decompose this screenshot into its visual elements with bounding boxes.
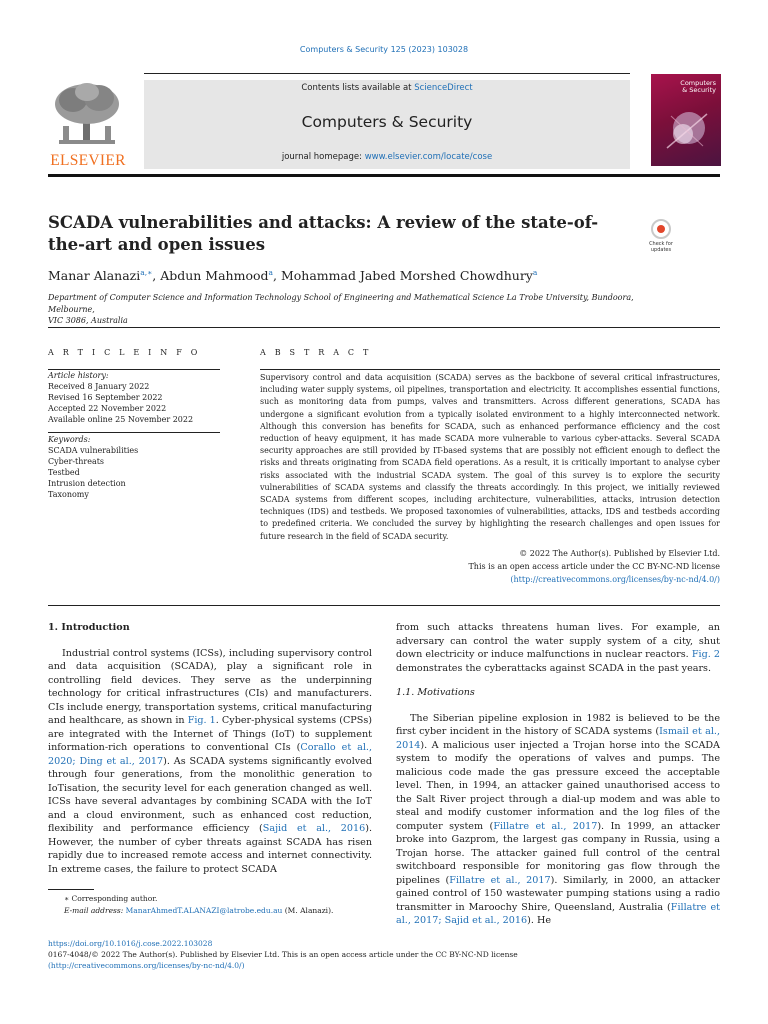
badge-line1: Check for (649, 241, 673, 247)
journal-cover-thumbnail[interactable] (651, 74, 721, 166)
article-info-heading: A R T I C L E I N F O (48, 348, 201, 357)
bottom-license-link[interactable]: (http://creativecommons.org/licenses/by-nc-nd/4.0/) (48, 961, 245, 970)
badge-line2: updates (650, 247, 672, 253)
keyword-item: Taxonomy (48, 490, 89, 500)
keyword-item: Cyber-threats (48, 457, 105, 467)
figure-link[interactable]: Fig. 1 (187, 715, 216, 726)
elsevier-wordmark: ELSEVIER (50, 152, 126, 169)
text-run: ). However, the number of cyber threats against SCADA has risen rapidly due to increased remote access and internet connectivity. In extreme cases, the failure to protect SCADA (48, 823, 372, 875)
motivations-paragraph (396, 712, 720, 928)
cover-art-icon (663, 104, 711, 154)
homepage-line (144, 152, 630, 162)
text-run: The Siberian pipeline explosion in 1982 is believed to be the first cyber incident in the history of SCADA systems ( (396, 712, 720, 737)
keyword-item: Testbed (48, 468, 80, 478)
keywords-label: Keywords: (48, 435, 91, 444)
abstract-heading: A B S T R A C T (260, 348, 372, 357)
license-link[interactable]: (http://creativecommons.org/licenses/by-nc-nd/4.0/) (510, 575, 720, 584)
text-run: ). In 1999, an attacker broke into Gazprom, the largest gas company in Russia, using a Trojan horse. The attacker gained full control of the central switchboard responsible for monitoring gas flow through the pipelines ( (396, 820, 720, 886)
sciencedirect-link[interactable]: ScienceDirect (414, 83, 473, 93)
contents-prefix: Contents lists available at (301, 83, 415, 93)
keyword-item: Intrusion detection (48, 479, 126, 489)
footnote-rule (48, 889, 94, 890)
homepage-prefix: journal homepage: (281, 152, 365, 162)
article-history-label: Article history: (48, 371, 109, 380)
cover-title-line2: & Security (682, 86, 716, 95)
email-note (64, 905, 364, 916)
body-right-column (396, 621, 720, 928)
body-divider (48, 605, 720, 606)
journal-title: Computers & Security (301, 113, 473, 131)
subsection-heading-motivations: 1.1. Motivations (396, 687, 475, 698)
intro-paragraph (48, 647, 372, 877)
citation-link[interactable]: Sajid et al., 2016 (262, 823, 366, 834)
elsevier-logo[interactable] (47, 80, 129, 170)
citation-link[interactable]: Corallo et al., 2020; Ding et al., 2017 (48, 742, 372, 767)
corresponding-label: Corresponding author. (71, 894, 158, 903)
citation-link[interactable]: Fillatre et al., 2017 (449, 874, 551, 886)
abstract-text: Supervisory control and data acquisition (SCADA) serves as the backbone of several critical infrastructures, including water supply systems, oil pipelines, transportation and electricity. It accomplishes essential functions, such as monitoring data from pumps, valves and transmitters. Across different generations, SCADA has undergone a significant evolution from a typically isolated environment to a highly interconnected network. Although this conversion has benefits for SCADA, such as enhanced performance efficiency and the cost reduction of heavy equipment, it has made SCADA more vulnerable to various cyber-attacks. Several SCADA security approaches are still provided by IT-based systems that are possibly not efficient enough to deflect the risks and threats originating from SCADA field operations. As a result, it is critically important to analyse cyber risks associated with the industrial SCADA system. The goal of this survey is to explore the security vulnerabilities of SCADA systems and classify the threats accordingly. In this project, we initially reviewed SCADA systems from different scopes, including architecture, vulnerabilities, attacks, intrusion detection techniques (IDS) and testbeds. We proposed taxonomies of vulnerabilities, attacks, IDS and testbeds according to predefined criteria. We concluded the survey by highlighting the research challenges and open issues for future research in the field of SCADA security. (260, 373, 720, 541)
doi-link[interactable]: https://doi.org/10.1016/j.cose.2022.103028 (48, 939, 213, 948)
history-item: Accepted 22 November 2022 (48, 404, 167, 414)
check-updates-label (642, 241, 680, 253)
citation-link[interactable]: Fillatre et al., 2017; Sajid et al., 2016 (396, 901, 720, 926)
footnote-marker: ∗ (64, 894, 70, 903)
abstract-license-link-line (260, 574, 720, 586)
section-heading-introduction: 1. Introduction (48, 622, 130, 633)
header-bottom-rule (48, 174, 720, 177)
email-suffix: (M. Alanazi). (282, 906, 334, 915)
abstract-license: This is an open access article under the CC BY-NC-ND license (468, 562, 720, 571)
doi-line (48, 938, 728, 949)
text-run: . Cyber-physical systems (CPSs) are integrated with the Internet of Things (IoT) to supplement information-rich operations to conventional CIs ( (48, 715, 372, 753)
header-top-rule (144, 73, 630, 74)
author-list (48, 268, 668, 283)
author-email-link[interactable]: ManarAhmedT.ALANAZI@latrobe.edu.au (125, 906, 283, 915)
issn-line: 0167-4048/© 2022 The Author(s). Published by Elsevier Ltd. This is an open access article under the CC BY-NC-ND license (48, 950, 518, 959)
author-name: Abdun Mahmood (160, 268, 269, 284)
check-for-updates-badge[interactable] (642, 217, 680, 255)
contents-line (144, 83, 630, 93)
body-left-column (48, 621, 372, 876)
history-item: Received 8 January 2022 (48, 382, 150, 392)
email-label: E-mail address: (64, 906, 126, 915)
keywords-block (48, 434, 220, 501)
abstract-copyright: © 2022 The Author(s). Published by Elsevier Ltd. (519, 549, 720, 558)
text-run: ). He (527, 915, 551, 926)
check-updates-icon (651, 219, 671, 239)
author-separator: , (273, 268, 281, 284)
history-item: Revised 16 September 2022 (48, 393, 163, 403)
elsevier-tree-icon (49, 80, 125, 150)
article-history (48, 370, 220, 425)
author-affiliation-marker[interactable]: a (268, 268, 273, 277)
text-run: demonstrates the cyberattacks against SCADA in the past years. (396, 662, 712, 674)
journal-homepage-link[interactable]: www.elsevier.com/locate/cose (364, 152, 493, 162)
history-item: Available online 25 November 2022 (48, 415, 194, 425)
author-name: Manar Alanazi (48, 268, 141, 284)
bottom-license-line (48, 960, 728, 971)
author-name: Mohammad Jabed Morshed Chowdhury (280, 268, 533, 284)
journal-header-box (144, 80, 630, 169)
text-run: from such attacks threatens human lives. For example, an adversary can control the water supply system of a city, shut down electricity or induce malfunctions in nuclear reactors. (396, 622, 720, 660)
citation-link[interactable]: Ismail et al., 2014 (396, 726, 720, 751)
section-divider (48, 327, 720, 328)
body-paragraph (396, 621, 720, 675)
affiliation-line: VIC 3086, Australia (48, 316, 128, 325)
journal-reference-link[interactable]: Computers & Security 125 (2023) 103028 (299, 45, 469, 54)
text-run: ). Similarly, in 2000, an attacker gained control of 150 wastewater pumping stations using a radio transmitter in Maroochy Shire, Queensland, Australia ( (396, 874, 720, 913)
cover-title (680, 80, 716, 94)
keywords-rule (48, 432, 220, 433)
figure-link[interactable]: Fig. 2 (691, 649, 720, 660)
text-run: ). As SCADA systems significantly evolved through four generations, from the monolithic generation to IoTisation, the security level for each generation changed as well. ICSs have several advantages by combining SCADA with the IoT and a cloud environment, such as enhanced cost reduction, flexibility and performance efficiency ( (48, 755, 372, 834)
keyword-item: SCADA vulnerabilities (48, 446, 139, 456)
author-affiliation-marker[interactable]: a,∗ (140, 268, 153, 277)
text-run: ). A malicious user injected a Trojan horse into the SCADA system to modify the operations of valves and pumps. The malicious code made the gas pressure exceed the acceptable level. Then, in 1994, an attacker gained unauthorised access to the Salt River project through a dial-up modem and was able to steal and modify customer information and the log files of the computer system ( (396, 739, 720, 832)
author-separator: , (152, 268, 161, 284)
author-affiliation (48, 292, 668, 327)
text-run: Industrial control systems (ICSs), including supervisory control and data acquisition (SCADA), play a significant role in controlling field devices. They serve as the underpinning technology for critical infrastructures (CIs) and manufacturers. CIs include energy, transportation systems, critical manufacturing and healthcare, as shown in (48, 647, 372, 726)
abstract-rule (260, 369, 720, 370)
article-title: SCADA vulnerabilities and attacks: A review of the state-of-the-art and open issues (48, 213, 599, 254)
corresponding-author-note (64, 893, 364, 904)
author-affiliation-marker[interactable]: a (532, 268, 538, 277)
cover-title-line1: Computers (680, 79, 716, 87)
affiliation-line: Department of Computer Science and Information Technology School of Engineering and Mathematical Science La Trobe University, Bundoora, Melbourne, (48, 293, 634, 314)
citation-link[interactable]: Fillatre et al., 2017 (493, 820, 598, 832)
